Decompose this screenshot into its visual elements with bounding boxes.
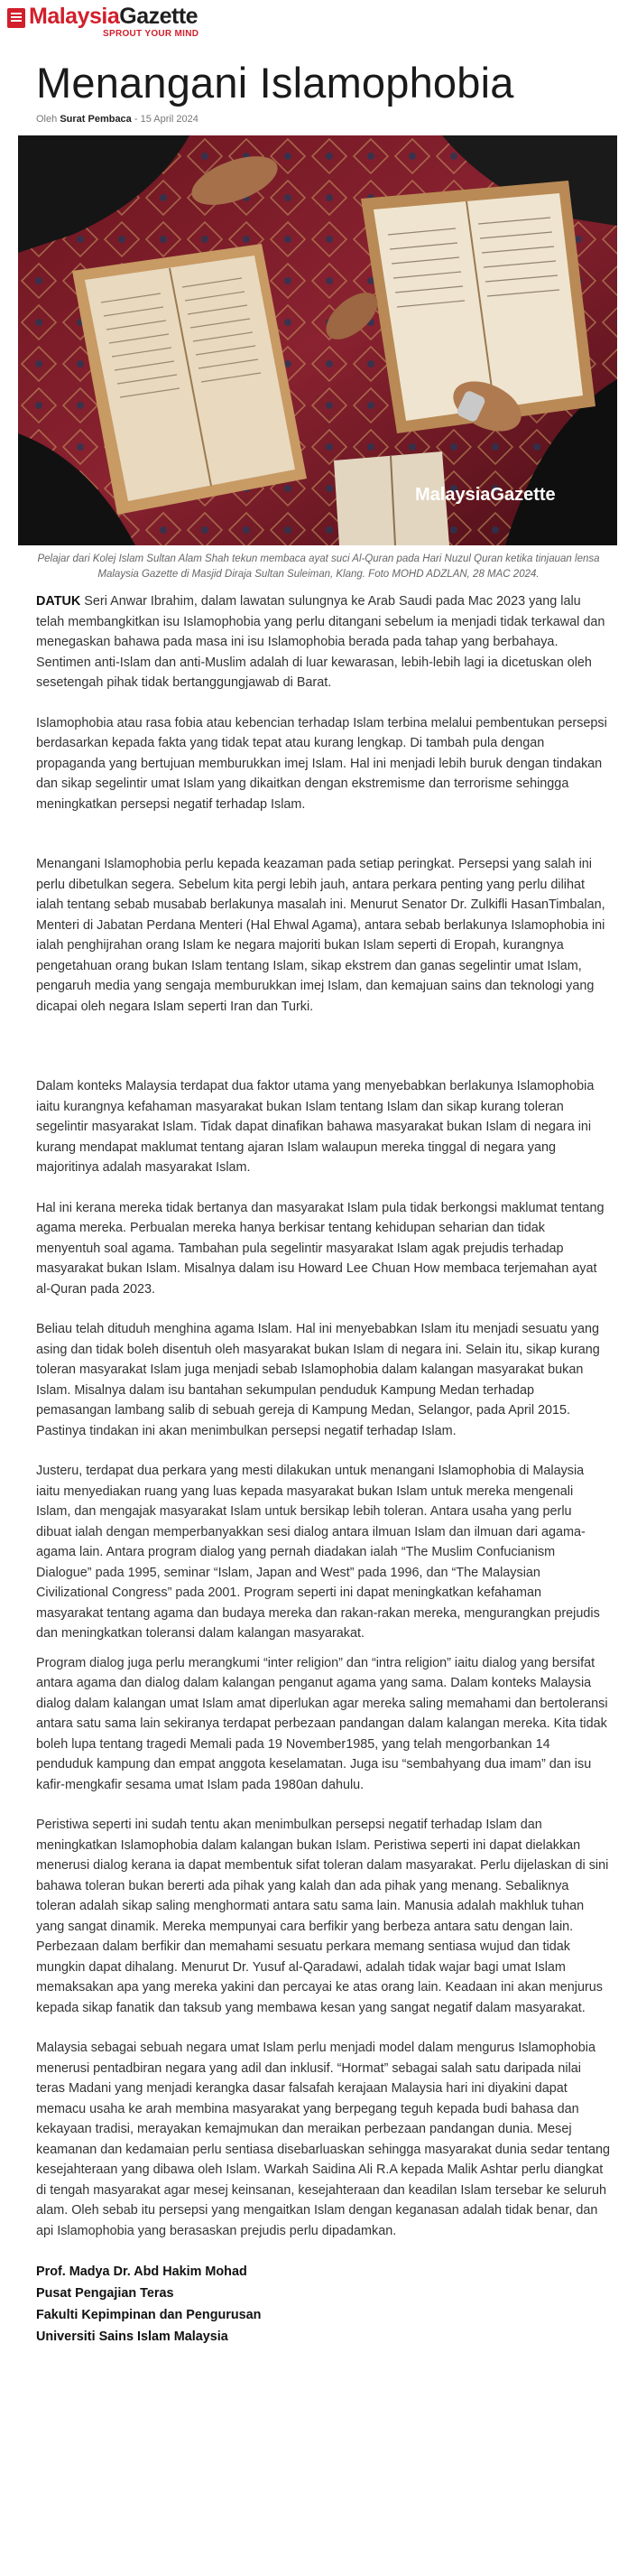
author-link[interactable]: Surat Pembaca <box>60 114 132 125</box>
signature-university: Universiti Sains Islam Malaysia <box>36 2330 228 2344</box>
paragraph: Islamophobia atau rasa fobia atau kebencian terhadap Islam terbina melalui pembentukan persepsi berdasarkan kepada fakta yang tidak tepat atau kurang lengkap. Di tambah pula dengan propaganda yang bertujuan memburukkan imej Islam. Hal ini menjadi lebih buruk dengan tindakan dan sikap segelintir umat Islam yang dikaitkan dengan ekstremisme dan terrorisme sehingga meningkatkan persepsi negatif terhadap Islam. <box>36 715 607 812</box>
paragraph: Hal ini kerana mereka tidak bertanya dan masyarakat Islam pula tidak berkongsi maklumat tentang agama mereka. Perbualan mereka hanya berkisar tentang kehidupan seharian dan tidak menyentuh soal agama. Tambahan pula segelintir masyarakat Islam agak prejudis terhadap masyarakat bukan Islam. Misalnya dalam isu Howard Lee Chuan How membaca terjemahan ayat al-Quran pada 2023. <box>36 1200 605 1297</box>
lead-word: DATUK <box>36 594 81 609</box>
image-watermark: MalaysiaGazette <box>415 485 556 505</box>
article-body <box>36 591 610 2348</box>
paragraph: Beliau telah dituduh menghina agama Islam. Hal ini menyebabkan Islam itu menjadi sesuatu yang asing dan tidak boleh disentuh oleh masyarakat bukan Islam di negara ini. Selain itu, sikap kurang toleran masyarakat Islam juga menjadi sebab Islamophobia dalam kalangan masyarakat bukan Islam. Misalnya dalam isu bantahan sekumpulan penduduk Kampung Medan terhadap pemasangan lambang salib di sebuah gereja di Kampung Medan, Selangor, pada April 2015. Pastinya tindakan ini akan menimbulkan persepsi negatif terhadap Islam. <box>36 1322 600 1438</box>
paragraph: Justeru, terdapat dua perkara yang mesti dilakukan untuk menangani Islamophobia di Malaysia iaitu menyediakan ruang yang luas kepada masyarakat bukan Islam untuk mereka mengenali Islam, dan mengajak masyarakat Islam untuk bersikap lebih toleran. Antara usaha yang perlu dibuat ialah dengan memperbanyakkan sesi dialog antara ilmuan Islam dan ilmuan dari agama-agama lain. Antara program dialog yang pernah diadakan ialah “The Muslim Confucianism Dialogue” pada 1995, seminar “Islam, Japan and West” pada 1996, dan “The Malaysian Civilizational Congress” pada 2001. Program seperti ini dapat meningkatkan kefahaman masyarakat tentang agama dan budaya mereka dan rakan-rakan mereka, mengurangkan prejudis dan meningkatkan toleransi dalam kalangan masyarakat. <box>36 1464 600 1641</box>
paragraph: Menangani Islamophobia perlu kepada keazaman pada setiap peringkat. Persepsi yang salah ini perlu dibetulkan segera. Sebelum kita pergi lebih jauh, antara perkara penting yang perlu dilihat ialah tentang sebab musabab berlakunya masalah ini. Menurut Senator Dr. Zulkifli HasanTimbalan, Menteri di Jabatan Perdana Menteri (Hal Ehwal Agama), antara sebab berlakunya Islamophobia ini ialah penghijrahan orang Islam ke negara majoriti bukan Islam seperti di Eropah, kurangnya pengetahuan orang bukan Islam tentang Islam, sikap ekstrem dan ganas segelintir umat Islam, pengaruh media yang sengaja memburukkan imej Islam, dan kemajuan sains dan teknologi yang dicapai oleh negara Islam seperti Iran dan Turki. <box>36 857 605 1014</box>
hero-image <box>18 135 617 545</box>
logo-wordmark: MalaysiaGazette <box>29 4 198 29</box>
publish-date: 15 April 2024 <box>140 114 198 125</box>
signature-faculty: Fakulti Kepimpinan dan Pengurusan <box>36 2308 262 2322</box>
paragraph: Program dialog juga perlu merangkumi “inter religion” dan “intra religion” iaitu dialog yang bersifat antara agama dan dialog dalam kalangan penganut agama yang sama. Dalam konteks Malaysia dialog dalam kalangan umat Islam amat diperlukan agar mereka saling memahami dan bertoleransi antara satu sama lain sekiranya terdapat perbezaan pandangan dalam kalangan mereka. Kita tidak boleh lupa tentang tragedi Memali pada 19 November1985, yang telah mengorbankan 14 penduduk kampung dan empat anggota keselamatan. Juga isu “sembahyang dua imam” dan isu kafir-mengkafir sesama umat Islam pada 1980an dahulu. <box>36 1655 608 1792</box>
signature-department: Pusat Pengajian Teras <box>36 2286 174 2301</box>
newspaper-icon <box>7 8 25 28</box>
article-title: Menangani Islamophobia <box>36 59 514 107</box>
paragraph: Dalam konteks Malaysia terdapat dua faktor utama yang menyebabkan berlakunya Islamophobia iaitu kurangnya kefahaman masyarakat bukan Islam tentang Islam dan sikap kurang toleran segelintir masyarakat Islam. Tidak dapat dinafikan bahawa masyarakat bukan Islam di negara ini kurang mendapat maklumat tentang ajaran Islam walaupun mereka tinggal di negara yang majoritinya adalah masyarakat Islam. <box>36 1079 595 1175</box>
article-byline: Oleh Surat Pembaca - 15 April 2024 <box>36 114 198 125</box>
paragraph: DATUK Seri Anwar Ibrahim, dalam lawatan sulungnya ke Arab Saudi pada Mac 2023 yang lalu telah membangkitkan isu Islamophobia yang perlu ditangani sebelum ia menjadi tidak terkawal dan menegaskan bahawa pada masa ini isu Islamophobia berada pada tahap yang berbahaya. Sentimen anti-Islam dan anti-Muslim adalah di luar kewarasan, lebih-lebih lagi ia dicetuskan oleh sesetengah pihak tidak bertanggungjawab di Barat. <box>36 594 605 690</box>
image-caption: Pelajar dari Kolej Islam Sultan Alam Shah tekun membaca ayat suci Al-Quran pada Hari Nuzul Quran ketika tinjauan lensa Malaysia Gazette di Masjid Diraja Sultan Suleiman, Klang. Foto MOHD ADZLAN, 28 MAC 2024. <box>37 553 600 580</box>
author-signature <box>36 2261 610 2348</box>
paragraph: Malaysia sebagai sebuah negara umat Islam perlu menjadi model dalam mengurus Islamophobia menerusi pentadbiran negara yang adil dan inklusif. “Hormat” sebagai salah satu daripada nilai teras Madani yang menjadi kerangka dasar falsafah kerajaan Malaysia hari ini diyakini dapat memacu usaha ke arah membina masyarakat yang berpegang teguh kepada budi bahasa dan kekayaan tradisi, merayakan kemajmukan dan meraikan perbezaan pandangan dunia. Mesej keamanan dan kedamaian perlu sentiasa disebarluaskan sehingga masyarakat dunia sedar tentang kesejahteraan yang dibawa oleh Islam. Warkah Saidina Ali R.A kepada Malik Ashtar perlu diangkat di tengah masyarakat agar mesej keinsanan, kesejahteraan dan keadilan Islam tersebar ke seluruh alam. Oleh sebab itu persepsi yang mengaitkan Islam dengan keganasan adalah tidak benar, dan api Islamophobia yang berasaskan prejudis perlu dipadamkan. <box>36 2041 611 2238</box>
signature-name: Prof. Madya Dr. Abd Hakim Mohad <box>36 2264 247 2279</box>
paragraph: Peristiwa seperti ini sudah tentu akan menimbulkan persepsi negatif terhadap Islam dan meningkatkan Islamophobia dalam kalangan bukan Islam. Peristiwa seperti ini dapat dielakkan menerusi dialog kerana ia dapat membentuk sifat toleran dalam masyarakat. Perlu dijelaskan di sini bahawa toleran bukan bererti ada pihak yang kalah dan ada pihak yang menang. Sebaliknya toleran adalah sikap saling menghormati antara satu sama lain. Manusia adalah makhluk tuhan yang sangat dinamik. Mereka mempunyai cara berfikir yang berbeza antara satu dengan lain. Perbezaan dalam berfikir dan memahami sesuatu perkara memang sentiasa wujud dan tidak mungkin dapat dihalang. Menurut Dr. Yusuf al-Qaradawi, adalah tidak wajar bagi umat Islam memaksakan apa yang mereka yakini dan percayai ke atas orang lain. Keadaan ini akan menjurus kepada sikap fanatik dan taksub yang membawa kesan yang sangat negatif dalam masyarakat. <box>36 1818 609 2015</box>
logo-tagline: SPROUT YOUR MIND <box>103 29 199 39</box>
